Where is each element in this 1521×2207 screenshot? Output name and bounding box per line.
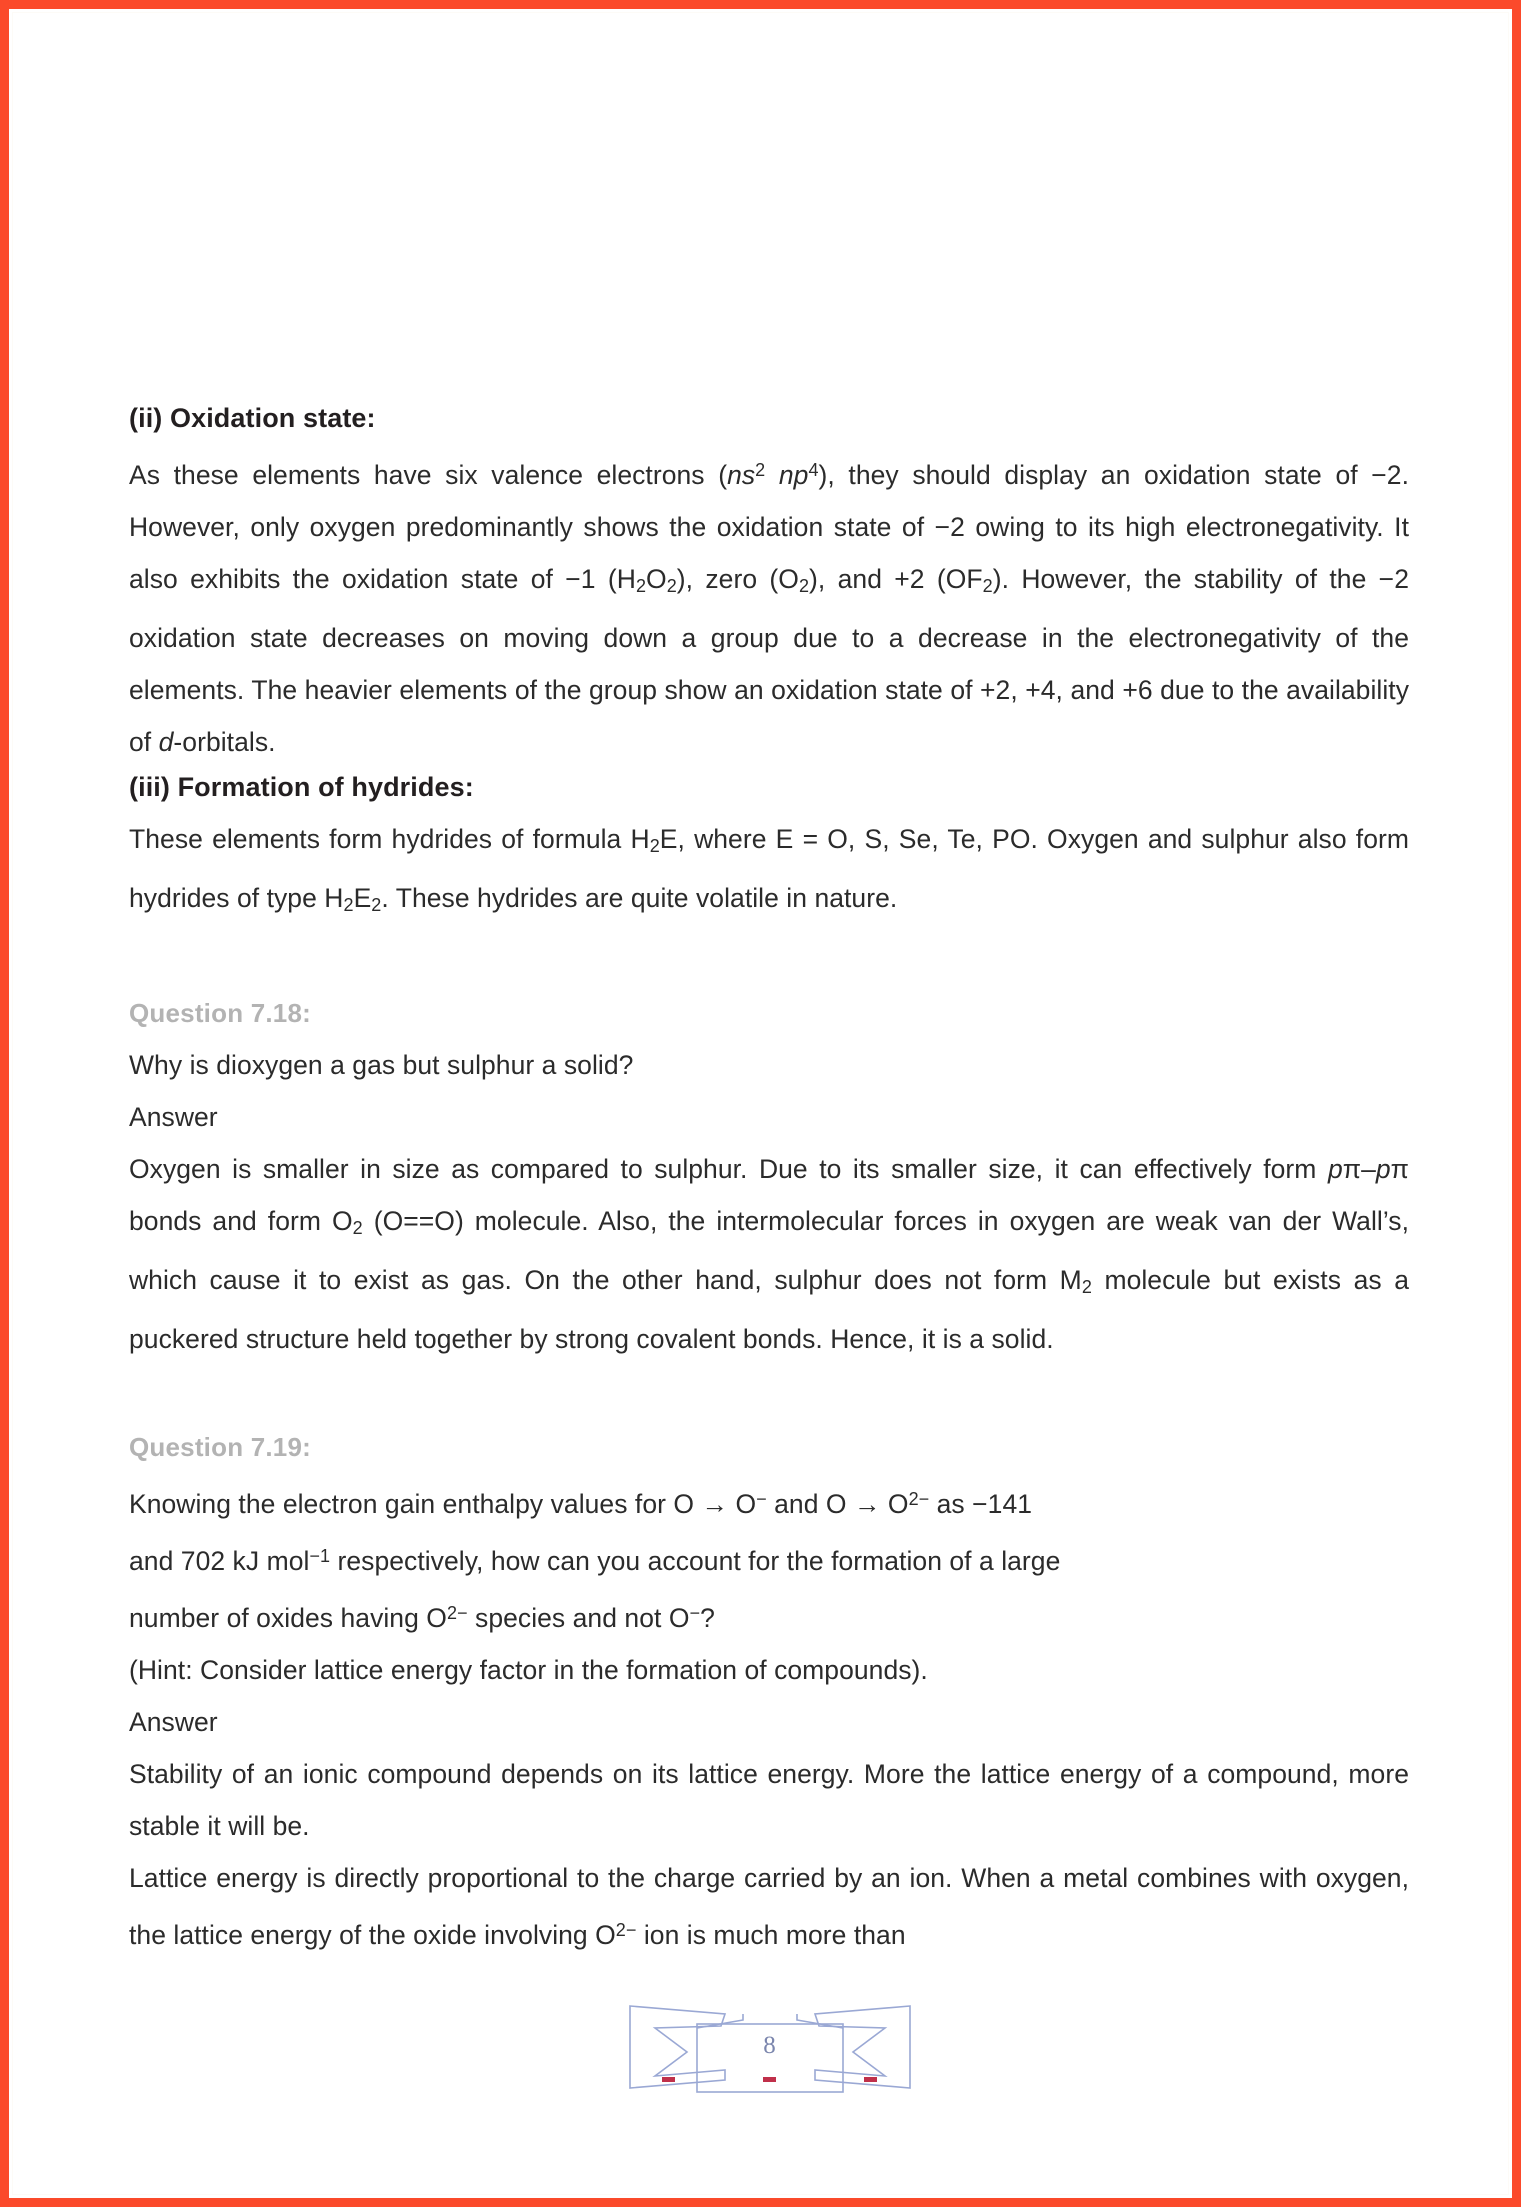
question-prompt-line-3: number of oxides having $O^{2-}$ species and not O−? — [129, 1603, 715, 1634]
section-body-oxidation-state: As these elements have six valence electrons ($ns^2$ $np^4$), they should display an oxidation state of −2. However, only oxygen predominantly shows the oxidation state of −2 owing to its high electronegativity. It also exhibits the oxidation state of −1 $(H_2O_2)$, zero $(O_2)$, and +2 $(OF_2)$. However, the stability of the −2 oxidation state decreases on moving down a group due to a decrease in the electronegativity of the elements. The heavier elements of the group show an oxidation state of +2, +4, and +6 due to the availability of d-orbitals. — [129, 460, 1409, 758]
section-heading-formation-of-hydrides: (iii) Formation of hydrides: — [129, 772, 474, 803]
section-divider-spacer — [129, 931, 1409, 987]
question-label-7-19: Question 7.19: — [129, 1432, 311, 1463]
question-prompt-line-2: and 702 kJ mol$^{-1}$ respectively, how can you account for the formation of a large — [129, 1546, 1061, 1577]
dash-mark — [662, 2077, 675, 2082]
answer-body-7-18: Oxygen is smaller in size as compared to sulphur. Due to its smaller size, it can effectively form pπ–pπ bonds and form $O_2$ (O==O) molecule. Also, the intermolecular forces in oxygen are weak van der Wall’s, which cause it to exist as gas. On the other hand, sulphur does not form $M_2$ molecule but exists as a puckered structure held together by strong covalent bonds. Hence, it is a solid. — [129, 1154, 1410, 1355]
section-heading-oxidation-state: (ii) Oxidation state: — [129, 403, 376, 433]
question-divider-spacer — [129, 1365, 1409, 1421]
question-label-7-18: Question 7.18: — [129, 998, 311, 1029]
question-prompt-line-1: Knowing the electron gain enthalpy values for O → O− and $O \to O^{2-}$ as −141 — [129, 1489, 1033, 1520]
page-number: 8 — [763, 2032, 776, 2059]
question-prompt-7-18: Why is dioxygen a gas but sulphur a solid? — [129, 1050, 634, 1081]
section-body-formation-of-hydrides: These elements form hydrides of formula $H_2E$, where E = O, S, Se, Te, PO. Oxygen and sulphur also form hydrides of type $H_2E_2$. These hydrides are quite volatile in nature. — [129, 824, 1409, 916]
answer-label-7-19: Answer — [129, 1707, 218, 1738]
page-footer-ribbon — [9, 1984, 1521, 2104]
dash-mark — [864, 2077, 877, 2082]
answer-body-7-19-part-1: Stability of an ionic compound depends on its lattice energy. More the lattice energy of a compound, more stable it will be. — [129, 1759, 1409, 1842]
dash-mark — [763, 2077, 776, 2082]
answer-body-7-19-part-2: Lattice energy is directly proportional to the charge carried by an ion. When a metal combines with oxygen, the lattice energy of the oxide involving $O^{2-}$ ion is much more than — [129, 1863, 1409, 1951]
page-content — [129, 399, 1409, 1962]
footer-dash-marks — [9, 2077, 1521, 2082]
answer-label-7-18: Answer — [129, 1102, 218, 1133]
ribbon-banner-icon — [625, 1984, 915, 2104]
question-hint-7-19: (Hint: Consider lattice energy factor in the formation of compounds). — [129, 1655, 928, 1686]
